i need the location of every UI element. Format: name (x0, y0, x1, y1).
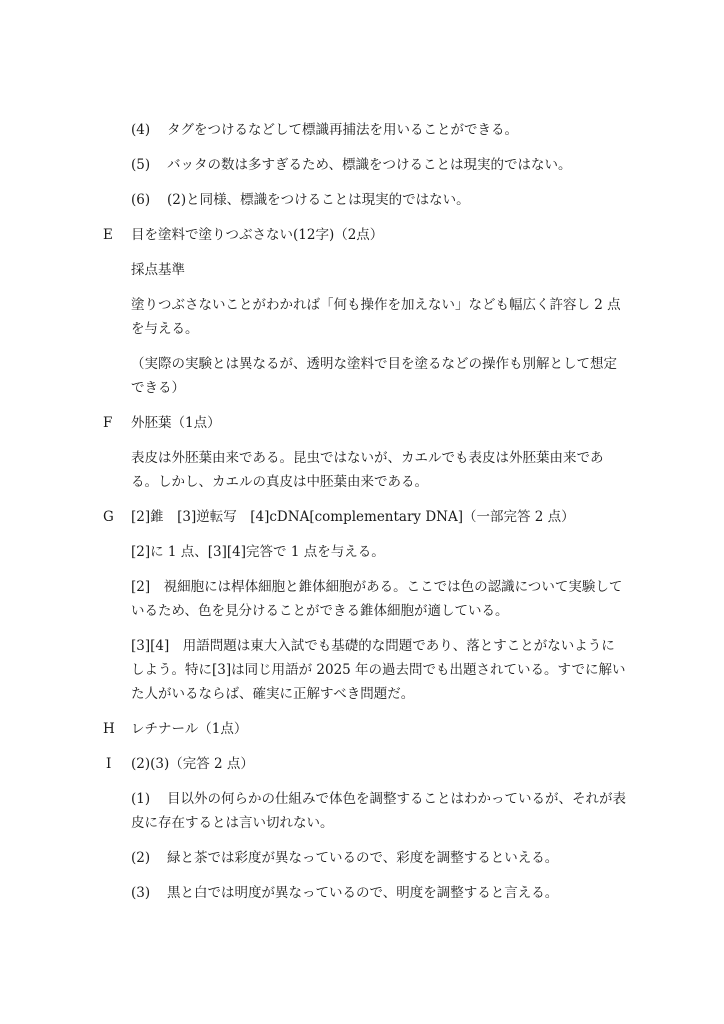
explanation-text: しよう。特に[3]は同じ用語が 2025 年の過去問でも出題されている。すでに解い (131, 662, 626, 678)
note-text: できる） (131, 380, 185, 396)
list-item (131, 881, 558, 906)
list-item (131, 153, 571, 178)
section-g-label: G (103, 509, 114, 525)
criteria-heading: 採点基準 (131, 262, 185, 278)
item-number: (4) (131, 122, 151, 138)
criteria-text: 塗りつぶさないことがわかれば「何も操作を加えない」なども幅広く許容し 2 点 (131, 297, 621, 313)
section-h-answer: レチナール（1点） (131, 721, 248, 737)
section-f-answer: 外胚葉（1点） (131, 415, 221, 431)
list-item (131, 787, 626, 812)
explanation-text: いるため、色を見分けることができる錐体細胞が適している。 (131, 603, 509, 619)
note-text: （実際の実験とは異なるが、透明な塗料で目を塗るなどの操作も別解として想定 (131, 356, 617, 372)
item-number: (6) (131, 192, 151, 208)
item-text: (2)と同様、標識をつけることは現実的ではない。 (167, 192, 470, 208)
item-text-continued: 皮に存在するとは言い切れない。 (131, 815, 334, 831)
item-text: バッタの数は多すぎるため、標識をつけることは現実的ではない。 (167, 157, 572, 173)
item-number: (3) (131, 885, 151, 901)
explanation-text: た人がいるならば、確実に正解すべき問題だ。 (131, 686, 415, 702)
item-number: (2) (131, 850, 151, 866)
scoring-text: [2]に 1 点、[3][4]完答で 1 点を与える。 (131, 544, 385, 560)
section-h-label: H (103, 721, 115, 737)
explanation-text: 表皮は外胚葉由来である。昆虫ではないが、カエルでも表皮は外胚葉由来であ (131, 450, 604, 466)
item-text: 緑と茶では彩度が異なっているので、彩度を調整するといえる。 (167, 850, 559, 866)
item-text: 黒と白では明度が異なっているので、明度を調整すると言える。 (167, 885, 559, 901)
list-item (131, 118, 518, 143)
criteria-text: を与える。 (131, 321, 199, 337)
section-i-answer: (2)(3)（完答 2 点） (131, 756, 254, 772)
section-i-label: I (106, 756, 112, 772)
item-text: タグをつけるなどして標識再捕法を用いることができる。 (167, 122, 518, 138)
explanation-text: る。しかし、カエルの真皮は中胚葉由来である。 (131, 474, 428, 490)
list-item (131, 188, 470, 213)
section-g-answer: [2]錐 [3]逆転写 [4]cDNA[complementary DNA]（一部完答 2 点） (131, 509, 575, 525)
item-number: (1) (131, 791, 151, 807)
item-text: 目以外の何らかの仕組みで体色を調整することはわかっているが、それが表 (167, 791, 626, 807)
explanation-text: [2] 視細胞には桿体細胞と錐体細胞がある。ここでは色の認識について実験して (131, 579, 623, 595)
list-item (131, 846, 558, 871)
section-f-label: F (103, 415, 113, 431)
section-e-answer: 目を塗料で塗りつぶさない(12字)（2点） (131, 227, 384, 243)
explanation-text: [3][4] 用語問題は東大入試でも基礎的な問題であり、落とすことがないように (131, 638, 615, 654)
item-number: (5) (131, 157, 151, 173)
section-e-label: E (103, 227, 113, 243)
